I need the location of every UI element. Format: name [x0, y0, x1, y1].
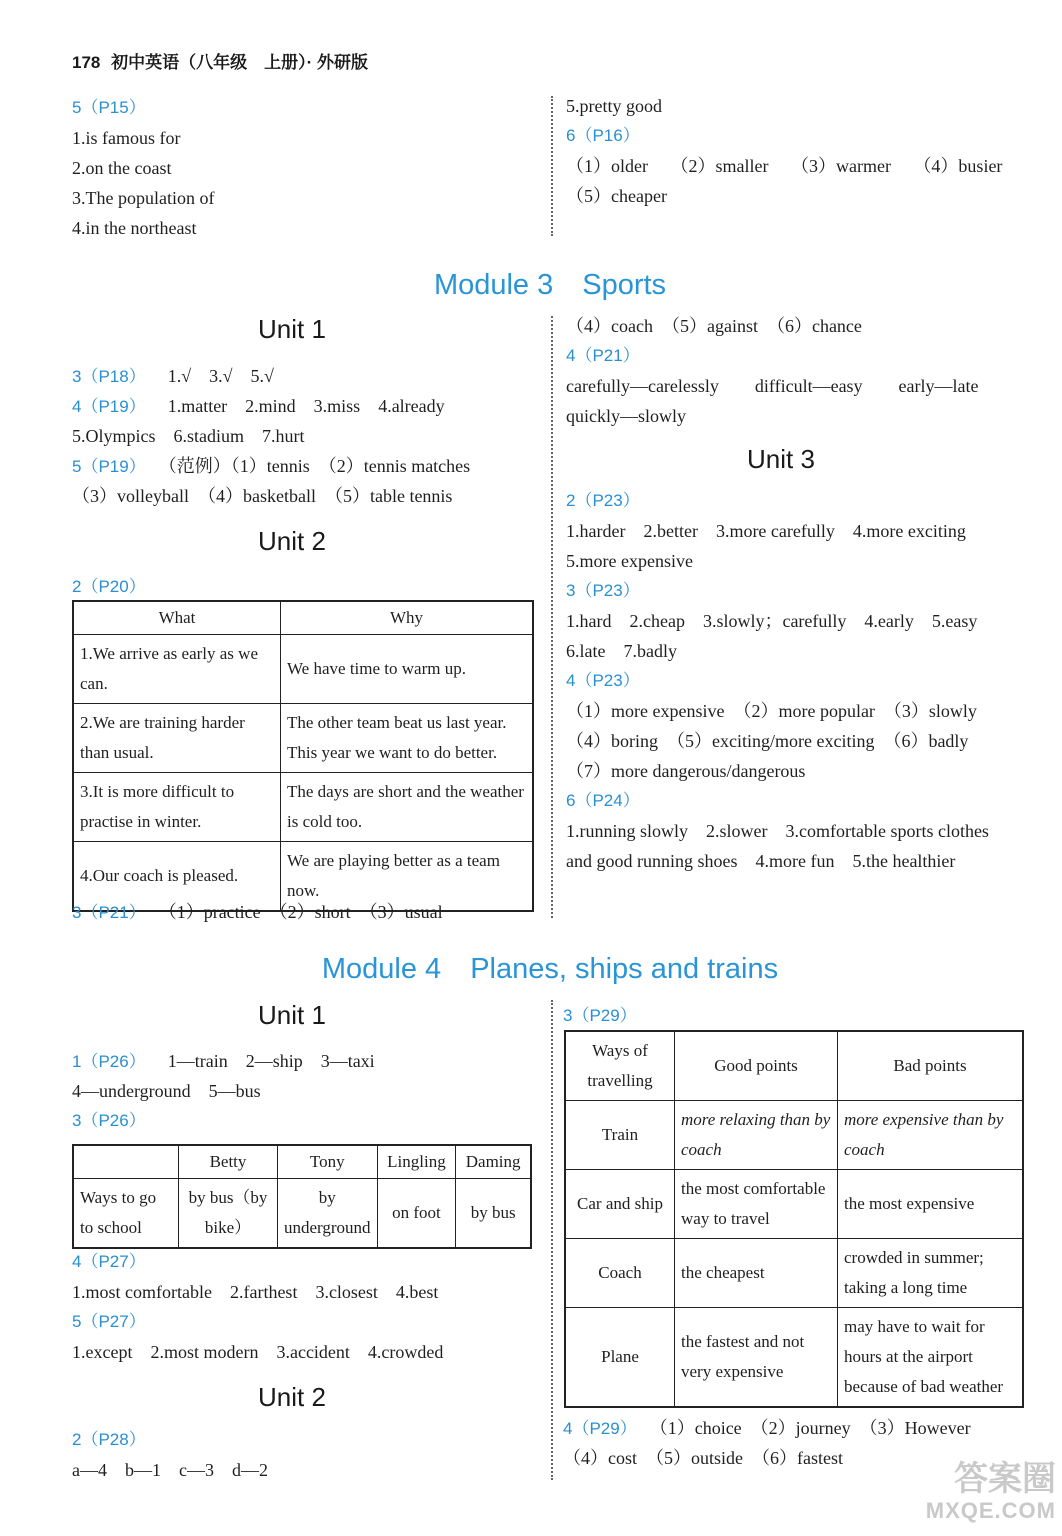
table-cell: may have to wait for hours at the airport because of bad weather: [838, 1308, 1024, 1408]
exercise-tag: 5（P15）: [72, 98, 146, 117]
table-cell: Car and ship: [565, 1170, 675, 1239]
answer-line: quickly—slowly: [566, 406, 686, 426]
table-header: [73, 1145, 179, 1179]
exercise-tag: 3（P23）: [566, 581, 640, 600]
top-right-block: [566, 96, 1002, 216]
unit-heading: Unit 2: [258, 1382, 326, 1412]
unit-heading: Unit 1: [258, 1000, 326, 1030]
page-number: 178: [72, 53, 101, 72]
ways-to-school-table: [72, 1144, 532, 1249]
table-row: [565, 1101, 1023, 1170]
table-header: Daming: [456, 1145, 531, 1179]
table-row: [565, 1308, 1023, 1408]
answer-line: carefully—carelessly difficult—easy early—late: [566, 376, 979, 396]
table-row: [565, 1170, 1023, 1239]
table-header: What: [73, 601, 281, 635]
answer-item: （2）smaller: [670, 156, 769, 176]
answer-line: [563, 1418, 971, 1448]
answer-line: （4）boring （5）exciting/more exciting （6）badly: [566, 731, 969, 751]
exercise-tag: 4（P23）: [566, 671, 640, 690]
answer-line: 3.The population of: [72, 188, 215, 208]
exercise-tag: 6（P16）: [566, 126, 640, 145]
table-cell: 2.We are training harder than usual.: [73, 704, 281, 773]
answer-line: 1.except 2.most modern 3.accident 4.crowded: [72, 1342, 444, 1362]
unit-heading: Unit 3: [747, 444, 815, 474]
answer-line: [72, 396, 470, 426]
table-cell: the fastest and not very expensive: [675, 1308, 838, 1408]
table-header: Good points: [675, 1031, 838, 1101]
table-cell: We have time to warm up.: [281, 635, 534, 704]
answer-line: 1.is famous for: [72, 128, 181, 148]
answer-item: （1）older: [566, 156, 648, 176]
answer-item: （3）warmer: [790, 156, 891, 176]
answer-line: a—4 b—1 c—3 d—2: [72, 1460, 268, 1480]
page-header: [72, 48, 368, 73]
answer-line: 1.harder 2.better 3.more carefully 4.more exciting: [566, 521, 966, 541]
answer-line: （5）cheaper: [566, 186, 667, 206]
table-cell: by underground: [278, 1179, 378, 1249]
table-cell: the most comfortable way to travel: [675, 1170, 838, 1239]
module-3-title: Module 3 Sports: [433, 269, 667, 301]
table-cell: by bus（by bike）: [179, 1179, 278, 1249]
table-row: [73, 773, 533, 842]
unit-heading: Unit 1: [258, 314, 326, 344]
exercise-tag: 3（P21）: [72, 903, 146, 922]
table-cell: by bus: [456, 1179, 531, 1249]
unit-heading: Unit 2: [258, 526, 326, 556]
watermark-cn: 答案圈: [954, 1459, 1056, 1499]
exercise-tag: 2（P23）: [566, 491, 640, 510]
exercise-tag: 3（P29）: [563, 1006, 637, 1025]
exercise-tag: 2（P20）: [72, 577, 146, 596]
table-cell: 3.It is more difficult to practise in winter.: [73, 773, 281, 842]
exercise-tag: 2（P28）: [72, 1430, 146, 1449]
book-title: 初中英语（八年级 上册）· 外研版: [111, 53, 368, 72]
column-divider: [551, 1000, 553, 1480]
answer-line: 5.pretty good: [566, 96, 662, 116]
column-divider: [551, 96, 553, 236]
m3-right-answers: [566, 316, 979, 436]
answer-line: 5.more expensive: [566, 551, 693, 571]
table-cell: more relaxing than by coach: [675, 1101, 838, 1170]
table-cell: We are playing better as a team now.: [281, 842, 534, 912]
answer-line: （4）coach （5）against （6）chance: [566, 316, 862, 336]
column-divider: [551, 316, 553, 918]
table-cell: The days are short and the weather is cold too.: [281, 773, 534, 842]
answer-line: 4.in the northeast: [72, 218, 197, 238]
answer-item: （4）busier: [913, 156, 1003, 176]
answer-text: 1.matter 2.mind 3.miss 4.already: [167, 396, 445, 416]
answer-line: 6.late 7.badly: [566, 641, 677, 661]
table-cell: The other team beat us last year. This year we want to do better.: [281, 704, 534, 773]
table-row: [73, 635, 533, 704]
table-row: [73, 1179, 531, 1249]
exercise-tag: 6（P24）: [566, 791, 640, 810]
answer-text: （1）practice （2）short （3）usual: [167, 902, 443, 922]
exercise-tag: 4（P21）: [566, 346, 640, 365]
answer-line: （4）cost （5）outside （6）fastest: [563, 1448, 843, 1468]
table-header-row: [73, 601, 533, 635]
table-row: [73, 704, 533, 773]
table-cell: Coach: [565, 1239, 675, 1308]
m3-unit3-answers: [566, 491, 989, 881]
answer-line: （3）volleyball （4）basketball （5）table tennis: [72, 486, 453, 506]
answer-line: 1.most comfortable 2.farthest 3.closest 4.best: [72, 1282, 439, 1302]
table-cell: crowded in summer; taking a long time: [838, 1239, 1024, 1308]
table-header-row: [73, 1145, 531, 1179]
answer-text: （1）choice （2）journey （3）However: [658, 1418, 971, 1438]
answer-line: [72, 1051, 375, 1081]
module-4-title: Module 4 Planes, ships and trains: [321, 953, 779, 985]
answer-line: and good running shoes 4.more fun 5.the healthier: [566, 851, 956, 871]
exercise-tag: 3（P18）: [72, 367, 146, 386]
table-header: Bad points: [838, 1031, 1024, 1101]
top-left-block: [72, 98, 214, 248]
exercise-tag: 4（P27）: [72, 1252, 146, 1271]
m4-unit2-answers: [72, 1430, 268, 1490]
answer-line: 4—underground 5—bus: [72, 1081, 261, 1101]
answer-line: [72, 902, 443, 923]
table-cell: 1.We arrive as early as we can.: [73, 635, 281, 704]
exercise-tag: 4（P19）: [72, 397, 146, 416]
travel-comparison-table: [564, 1030, 1024, 1408]
answer-line: 2.on the coast: [72, 158, 172, 178]
exercise-tag: 1（P26）: [72, 1052, 146, 1071]
table-row: [565, 1239, 1023, 1308]
m4-unit1-answers: [72, 1051, 375, 1141]
answer-line: 1.hard 2.cheap 3.slowly；carefully 4.early 5.easy: [566, 611, 978, 631]
m4-unit1-more: [72, 1252, 443, 1372]
exercise-tag: 4（P29）: [563, 1419, 637, 1438]
watermark-en: MXQE.COM: [925, 1498, 1056, 1523]
table-header: Ways of travelling: [565, 1031, 675, 1101]
answer-line: [72, 456, 470, 486]
exercise-tag: 5（P27）: [72, 1312, 146, 1331]
table-cell: 4.Our coach is pleased.: [73, 842, 281, 912]
table-row: [73, 842, 533, 912]
answer-line: 5.Olympics 6.stadium 7.hurt: [72, 426, 305, 446]
what-why-table: [72, 600, 534, 912]
table-cell: Ways to go to school: [73, 1179, 179, 1249]
table-cell: Plane: [565, 1308, 675, 1408]
table-cell: the cheapest: [675, 1239, 838, 1308]
exercise-tag: 3（P26）: [72, 1111, 146, 1130]
exercise-tag: 5（P19）: [72, 457, 146, 476]
answer-text: （范例）（1）tennis （2）tennis matches: [167, 456, 471, 476]
table-cell: Train: [565, 1101, 675, 1170]
answer-line: （1）more expensive （2）more popular （3）slowly: [566, 701, 977, 721]
answer-line: [566, 156, 1002, 186]
watermark-logo: [906, 1460, 1056, 1530]
m3-unit1-answers: [72, 366, 470, 516]
table-header: Why: [281, 601, 534, 635]
answer-text: 1.√ 3.√ 5.√: [167, 366, 274, 386]
table-cell: more expensive than by coach: [838, 1101, 1024, 1170]
answer-line: 1.running slowly 2.slower 3.comfortable sports clothes: [566, 821, 989, 841]
table-header-row: [565, 1031, 1023, 1101]
table-header: Tony: [278, 1145, 378, 1179]
answer-line: [72, 366, 470, 396]
table-header: Betty: [179, 1145, 278, 1179]
answer-line: （7）more dangerous/dangerous: [566, 761, 806, 781]
table-cell: the most expensive: [838, 1170, 1024, 1239]
answer-text: 1—train 2—ship 3—taxi: [167, 1051, 375, 1071]
table-cell: on foot: [377, 1179, 456, 1249]
table-header: Lingling: [377, 1145, 456, 1179]
